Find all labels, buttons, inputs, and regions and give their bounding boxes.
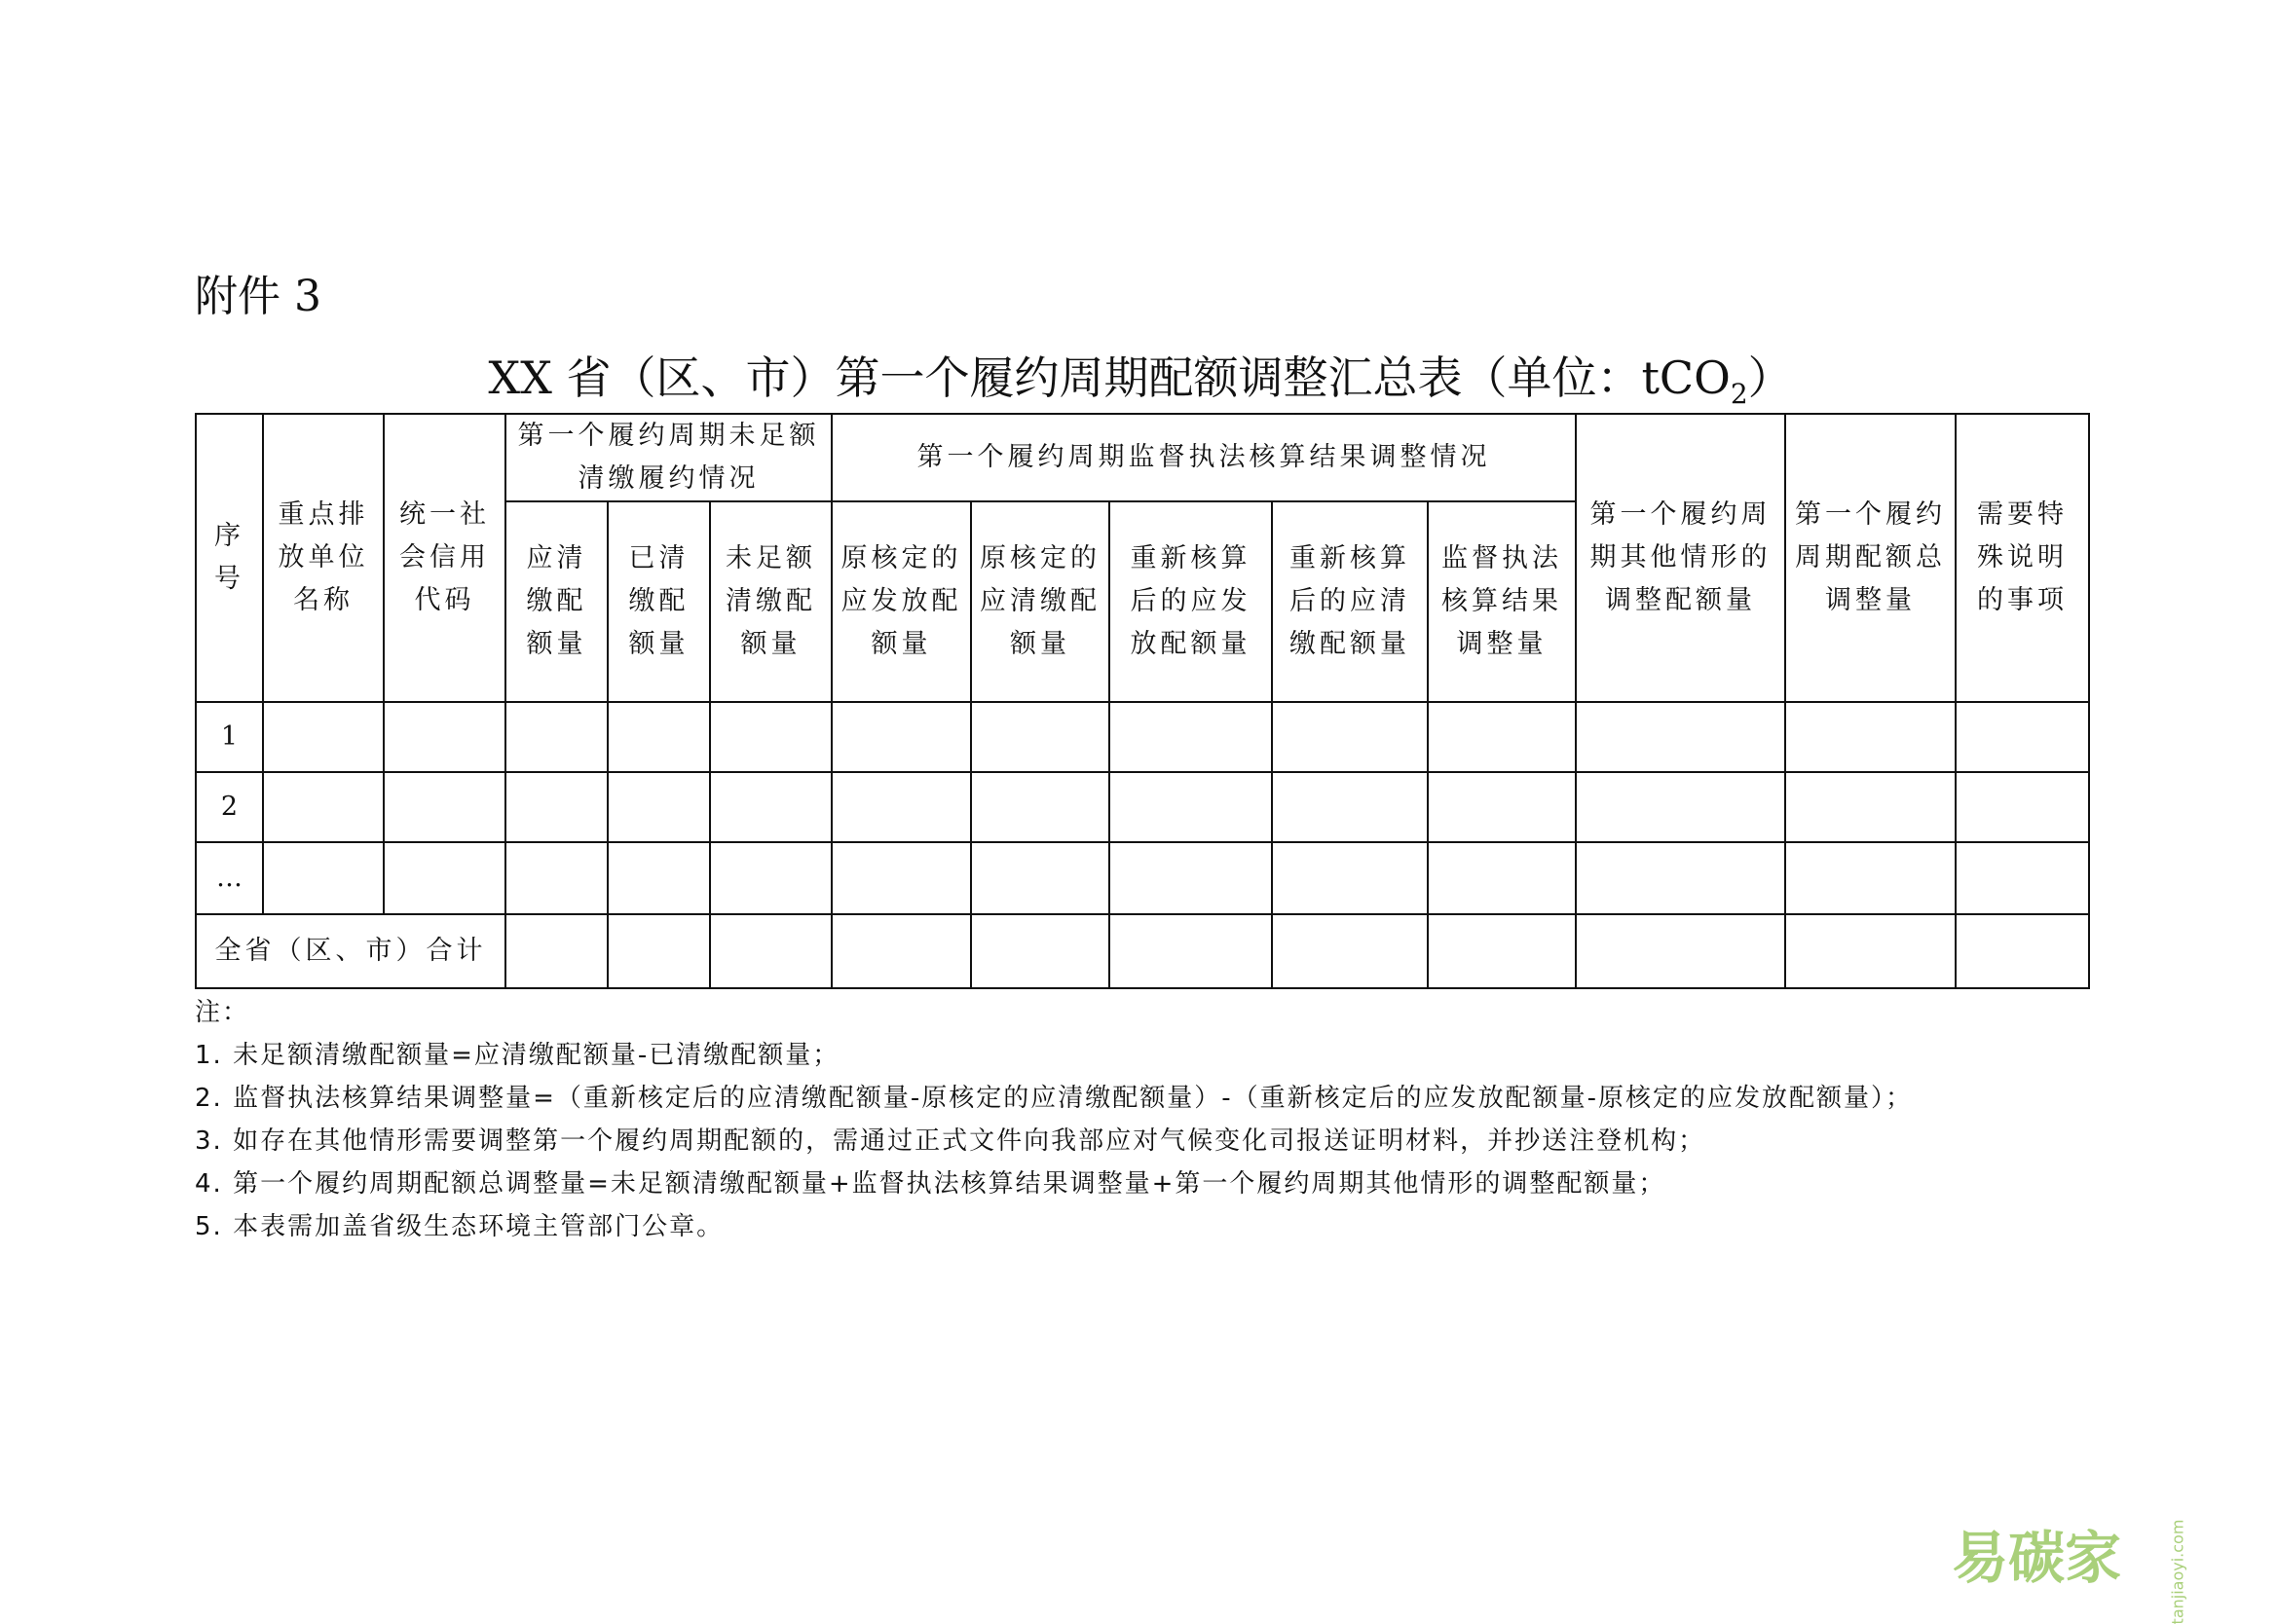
table-cell[interactable] — [384, 702, 505, 772]
total-row — [196, 914, 2089, 988]
attachment-label: 附件 3 — [195, 272, 321, 321]
table-cell[interactable] — [710, 772, 832, 842]
table-cell[interactable] — [608, 914, 710, 988]
header-unit-name: 重点排放单位名称 — [263, 414, 384, 702]
table-cell[interactable] — [971, 702, 1109, 772]
table-cell[interactable] — [1785, 914, 1956, 988]
header-audit-adj: 监督执法核算结果调整量 — [1428, 501, 1576, 702]
table-cell[interactable] — [832, 914, 971, 988]
note-item: 4. 第一个履约周期配额总调整量=未足额清缴配额量+监督执法核算结果调整量+第一个履约周期其他情形的调整配额量； — [195, 1169, 1666, 1199]
adjustment-table — [195, 413, 2090, 989]
table-cell[interactable] — [1956, 772, 2089, 842]
table-title — [195, 343, 2086, 410]
table-cell[interactable] — [505, 702, 608, 772]
row-seq: 2 — [196, 772, 263, 842]
note-item: 3. 如存在其他情形需要调整第一个履约周期配额的，需通过正式文件向我部应对气候变化司报送证明材料，并抄送注登机构； — [195, 1126, 1706, 1156]
title-subscript: 2 — [1730, 378, 1748, 411]
watermark-logo — [1952, 1512, 2230, 1624]
row-seq: … — [196, 842, 263, 914]
table-cell[interactable] — [1785, 702, 1956, 772]
header-unpaid: 未足额清缴配额量 — [710, 501, 832, 702]
table-cell[interactable] — [1428, 702, 1576, 772]
table-cell[interactable] — [1272, 772, 1428, 842]
header-new-due: 重新核算后的应清缴配额量 — [1272, 501, 1428, 702]
title-close: ） — [1747, 351, 1793, 404]
table-cell[interactable] — [263, 702, 384, 772]
table-cell[interactable] — [1956, 702, 2089, 772]
table-cell[interactable] — [1428, 772, 1576, 842]
table-cell[interactable] — [1109, 772, 1272, 842]
table-cell[interactable] — [505, 842, 608, 914]
table-cell[interactable] — [832, 702, 971, 772]
header-group-unpaid: 第一个履约周期未足额清缴履约情况 — [505, 414, 832, 501]
table-cell[interactable] — [710, 914, 832, 988]
table-cell[interactable] — [710, 702, 832, 772]
table-cell[interactable] — [1109, 702, 1272, 772]
watermark-domain: tanjiaoyi.com — [2168, 1519, 2187, 1624]
notes — [195, 991, 2084, 1248]
table-cell[interactable] — [505, 772, 608, 842]
table-cell[interactable] — [384, 842, 505, 914]
table-cell[interactable] — [263, 772, 384, 842]
table-cell[interactable] — [971, 914, 1109, 988]
total-label: 全省（区、市）合计 — [196, 914, 505, 988]
table-cell[interactable] — [971, 842, 1109, 914]
header-due: 应清缴配额量 — [505, 501, 608, 702]
table-row — [196, 772, 2089, 842]
table-cell[interactable] — [1428, 842, 1576, 914]
table-row — [196, 842, 2089, 914]
row-seq: 1 — [196, 702, 263, 772]
table-cell[interactable] — [1785, 842, 1956, 914]
table-cell[interactable] — [832, 772, 971, 842]
table-cell[interactable] — [1272, 842, 1428, 914]
header-paid: 已清缴配额量 — [608, 501, 710, 702]
header-other-adj: 第一个履约周期其他情形的调整配额量 — [1576, 414, 1785, 702]
table-cell[interactable] — [384, 772, 505, 842]
table-cell[interactable] — [1576, 914, 1785, 988]
table-cell[interactable] — [1109, 842, 1272, 914]
table-cell[interactable] — [1576, 702, 1785, 772]
table-row — [196, 702, 2089, 772]
table-cell[interactable] — [1272, 702, 1428, 772]
table-cell[interactable] — [1576, 842, 1785, 914]
table-cell[interactable] — [608, 702, 710, 772]
table-cell[interactable] — [832, 842, 971, 914]
title-main: XX 省（区、市）第一个履约周期配额调整汇总表（单位：tCO — [488, 351, 1731, 404]
header-new-alloc: 重新核算后的应发放配额量 — [1109, 501, 1272, 702]
notes-heading: 注： — [195, 998, 250, 1027]
table-cell[interactable] — [971, 772, 1109, 842]
header-total-adj: 第一个履约周期配额总调整量 — [1785, 414, 1956, 702]
table-cell[interactable] — [1956, 914, 2089, 988]
table-cell[interactable] — [1109, 914, 1272, 988]
header-seq: 序号 — [196, 414, 263, 702]
header-group-audit: 第一个履约周期监督执法核算结果调整情况 — [832, 414, 1576, 501]
header-remarks: 需要特殊说明的事项 — [1956, 414, 2089, 702]
header-orig-due: 原核定的应清缴配额量 — [971, 501, 1109, 702]
watermark-text: 易碳家 — [1952, 1525, 2122, 1591]
note-item: 5. 本表需加盖省级生态环境主管部门公章。 — [195, 1212, 725, 1241]
table-cell[interactable] — [1576, 772, 1785, 842]
table-cell[interactable] — [1956, 842, 2089, 914]
header-orig-alloc: 原核定的应发放配额量 — [832, 501, 971, 702]
note-item: 1. 未足额清缴配额量=应清缴配额量-已清缴配额量； — [195, 1041, 840, 1070]
table-cell[interactable] — [1428, 914, 1576, 988]
table-cell[interactable] — [710, 842, 832, 914]
table-cell[interactable] — [608, 772, 710, 842]
note-item: 2. 监督执法核算结果调整量=（重新核定后的应清缴配额量-原核定的应清缴配额量）-（重新核定后的应发放配额量-原核定的应发放配额量）； — [195, 1084, 1914, 1113]
table-cell[interactable] — [608, 842, 710, 914]
header-credit-code: 统一社会信用代码 — [384, 414, 505, 702]
table-cell[interactable] — [1272, 914, 1428, 988]
table-cell[interactable] — [1785, 772, 1956, 842]
table-cell[interactable] — [263, 842, 384, 914]
table-cell[interactable] — [505, 914, 608, 988]
